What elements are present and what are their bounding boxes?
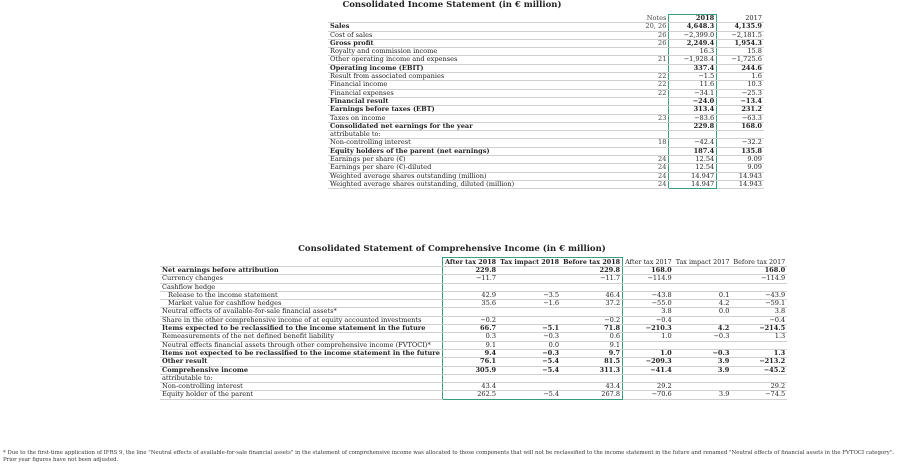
header-before-tax-2017: Before tax 2017 (733, 257, 786, 266)
value-2018: 4,648.3 (669, 23, 717, 31)
row-label: Weighted average shares outstanding, diluted (million) (328, 180, 592, 188)
tax-impact-2018-value: −5.4 (498, 391, 561, 399)
value-2017: 10.3 (717, 81, 764, 89)
value-2018: 313.4 (669, 106, 717, 114)
row-notes: 26 (592, 31, 669, 39)
before-tax-2018-value: 43.4 (561, 383, 623, 391)
row-label: Share in the other comprehensive income of at equity accounted investments (160, 316, 442, 324)
before-tax-2018-value: 37.2 (561, 300, 623, 308)
tax-impact-2018-value: −0.3 (498, 349, 561, 357)
after-tax-2017-value: −114.9 (623, 275, 674, 283)
after-tax-2017-value: −43.8 (623, 291, 674, 299)
row-notes: 23 (592, 114, 669, 122)
row-label: attributable to: (328, 131, 592, 139)
row-label: Other result (160, 358, 442, 366)
tax-impact-2018-value (498, 308, 561, 316)
header-after-tax-2017: After tax 2017 (623, 258, 674, 267)
row-notes: 24 (592, 164, 669, 172)
before-tax-2017-value: −214.5 (731, 325, 787, 333)
value-2018: 16.3 (669, 48, 717, 56)
value-2017: 9.09 (717, 156, 764, 164)
comprehensive-row (160, 275, 787, 283)
value-2018: 14.947 (669, 180, 717, 188)
before-tax-2017-value: −0.4 (731, 316, 787, 324)
before-tax-2017-value: −43.9 (731, 291, 787, 299)
tax-impact-2018-value: −3.5 (498, 291, 561, 299)
tax-impact-2018-value: −5.1 (498, 325, 561, 333)
value-2018: −83.6 (669, 114, 717, 122)
tax-impact-2018-value (498, 275, 561, 283)
value-2017: −63.3 (717, 114, 764, 122)
after-tax-2017-value: −55.0 (623, 300, 674, 308)
comprehensive-row (160, 366, 787, 374)
tax-impact-2018-value (498, 267, 561, 275)
before-tax-2018-value: 9.1 (561, 341, 623, 349)
row-label: Weighted average shares outstanding (million) (328, 172, 592, 180)
row-label: Items not expected to be reclassified to the income statement in the future (160, 349, 442, 357)
after-tax-2018-value: 9.4 (442, 349, 498, 357)
row-notes: 24 (592, 172, 669, 180)
header-after-tax-2018: After tax 2018 (442, 258, 498, 267)
comprehensive-row (160, 358, 787, 366)
row-label: Operating income (EBIT) (328, 64, 592, 72)
row-label: Currency changes (160, 275, 442, 283)
after-tax-2018-value: 35.6 (442, 300, 498, 308)
tax-impact-2017-value: 4.2 (674, 325, 732, 333)
value-2017: −13.4 (717, 97, 764, 105)
after-tax-2017-value: −210.3 (623, 325, 674, 333)
tax-impact-2018-value: −5.4 (498, 366, 561, 374)
value-2017: −2,181.5 (717, 31, 764, 39)
row-label: Remeasurements of the net defined benefit liability (160, 333, 442, 341)
after-tax-2018-value: 0.3 (442, 333, 498, 341)
row-label: Equity holders of the parent (net earnings) (328, 147, 592, 155)
income-row (328, 73, 764, 81)
tax-impact-2018-value: 0.0 (498, 341, 561, 349)
tax-impact-2018-value (498, 374, 561, 382)
row-notes (592, 122, 669, 130)
row-label: Sales (328, 23, 592, 31)
income-row (328, 23, 764, 31)
header-tax-impact-2017: Tax impact 2017 (675, 257, 730, 266)
header-tax-impact-2018: Tax impact 2018 (500, 258, 560, 266)
row-label: Cost of sales (328, 31, 592, 39)
tax-impact-2017-value (674, 275, 732, 283)
before-tax-2017-value: 168.0 (731, 267, 787, 275)
after-tax-2018-value: 305.9 (442, 366, 498, 374)
row-label: Consolidated net earnings for the year (328, 122, 592, 130)
value-2018: −24.0 (669, 97, 717, 105)
after-tax-2017-value: −209.3 (623, 358, 674, 366)
after-tax-2018-value: 229.8 (442, 267, 498, 275)
value-2017: −25.3 (717, 89, 764, 97)
value-2018: −42.4 (669, 139, 717, 147)
tax-impact-2017-value: 3.9 (674, 366, 732, 374)
row-label: Result from associated companies (328, 73, 592, 81)
after-tax-2017-value: 1.0 (623, 333, 674, 341)
after-tax-2017-value: −70.6 (623, 391, 674, 399)
income-row (328, 106, 764, 114)
before-tax-2017-value: −45.2 (731, 366, 787, 374)
row-notes: 22 (592, 81, 669, 89)
before-tax-2017-value: −59.1 (731, 300, 787, 308)
row-notes: 20, 26 (592, 23, 669, 31)
after-tax-2017-value: 29.2 (623, 383, 674, 391)
before-tax-2018-value: −0.2 (561, 316, 623, 324)
after-tax-2017-value: 3.8 (623, 308, 674, 316)
comprehensive-income-title: Consolidated Statement of Comprehensive Income (in € million) (298, 244, 606, 254)
row-notes: 24 (592, 156, 669, 164)
row-label: Equity holder of the parent (160, 391, 442, 399)
value-2017: 1.6 (717, 73, 764, 81)
comprehensive-row (160, 333, 787, 341)
row-label: Other operating income and expenses (328, 56, 592, 64)
tax-impact-2017-value: 0.1 (674, 291, 732, 299)
before-tax-2018-value: 9.7 (561, 349, 623, 357)
value-2018: −1.5 (669, 73, 717, 81)
before-tax-2018-value: 46.4 (561, 291, 623, 299)
value-2017: 14.943 (717, 180, 764, 188)
row-label: Comprehensive income (160, 366, 442, 374)
tax-impact-2017-value: 3.9 (674, 391, 732, 399)
row-label: Release to the income statement (160, 291, 442, 299)
comprehensive-row (160, 391, 787, 399)
after-tax-2018-value: 9.1 (442, 341, 498, 349)
year-2018-header: 2018 (669, 15, 717, 23)
income-statement-table (328, 14, 764, 189)
row-label: Financial result (328, 97, 592, 105)
row-label: Non-controlling interest (160, 383, 442, 391)
tax-impact-2018-value: −5.4 (498, 358, 561, 366)
row-notes: 21 (592, 56, 669, 64)
after-tax-2018-value: 76.1 (442, 358, 498, 366)
notes-header: Notes (592, 15, 669, 23)
row-label: Market value for cashflow hedges (160, 300, 442, 308)
value-2017: 9.09 (717, 164, 764, 172)
after-tax-2017-value: −0.4 (623, 316, 674, 324)
after-tax-2018-value: 43.4 (442, 383, 498, 391)
value-2018: 12.54 (669, 164, 717, 172)
before-tax-2018-value: 81.5 (561, 358, 623, 366)
tax-impact-2018-value: −1.6 (498, 300, 561, 308)
value-2018: 2,249.4 (669, 39, 717, 47)
before-tax-2017-value: 1.3 (731, 349, 787, 357)
value-2017: −1,725.6 (717, 56, 764, 64)
before-tax-2017-value: 3.8 (731, 308, 787, 316)
before-tax-2017-value: −213.2 (731, 358, 787, 366)
tax-impact-2017-value: 3.9 (674, 358, 732, 366)
row-notes (592, 106, 669, 114)
before-tax-2018-value: −11.7 (561, 275, 623, 283)
value-2017: 1,954.3 (717, 39, 764, 47)
row-label: Financial income (328, 81, 592, 89)
before-tax-2017-value: 29.2 (731, 383, 787, 391)
value-2017: 168.0 (717, 122, 764, 130)
value-2018: 11.6 (669, 81, 717, 89)
row-label: Earnings per share (€)-diluted (328, 164, 592, 172)
value-2018: 12.54 (669, 156, 717, 164)
comprehensive-income-table (160, 257, 787, 400)
income-row (328, 81, 764, 89)
row-label: Neutral effects financial assets through other comprehensive income (FVTOCI)* (160, 341, 442, 349)
footnote: * Due to the first-time application of IFRS 9, the line "Neutral effects of available-for-sale financial assets" in the statement of comprehensive income was allocated to those components that will not be reclassified to the income statement in the future and renamed "Neutral effects of financial assets in the FVTOCI category". Prior year figures have not been adjusted. (3, 450, 894, 463)
row-label: Earnings before taxes (EBT) (328, 106, 592, 114)
row-notes: 18 (592, 139, 669, 147)
row-notes: 26 (592, 39, 669, 47)
row-label: Net earnings before attribution (160, 267, 442, 275)
tax-impact-2017-value: −0.3 (674, 349, 732, 357)
income-row (328, 139, 764, 147)
value-2018: 229.8 (669, 122, 717, 130)
row-label: Cashflow hedge (160, 283, 442, 291)
income-row (328, 180, 764, 188)
after-tax-2018-value: −11.7 (442, 275, 498, 283)
value-2018: −34.1 (669, 89, 717, 97)
before-tax-2018-value: 229.8 (561, 267, 623, 275)
tax-impact-2018-value: −0.3 (498, 333, 561, 341)
after-tax-2018-value: 42.9 (442, 291, 498, 299)
after-tax-2018-value: −0.2 (442, 316, 498, 324)
after-tax-2017-value: −41.4 (623, 366, 674, 374)
row-label: Items expected to be reclassified to the income statement in the future (160, 325, 442, 333)
before-tax-2018-value: 71.8 (561, 325, 623, 333)
row-label: Taxes on income (328, 114, 592, 122)
value-2017: 244.6 (717, 64, 764, 72)
row-notes: 22 (592, 89, 669, 97)
row-label: Neutral effects of available-for-sale financial assets* (160, 308, 442, 316)
tax-impact-2017-value: −0.3 (674, 333, 732, 341)
row-label: attributable to: (160, 374, 442, 382)
comprehensive-row (160, 349, 787, 357)
row-label: Gross profit (328, 39, 592, 47)
tax-impact-2017-value (674, 374, 732, 382)
row-label: Earnings per share (€) (328, 156, 592, 164)
after-tax-2018-value: 262.5 (442, 391, 498, 399)
row-label: Financial expenses (328, 89, 592, 97)
comprehensive-row (160, 267, 787, 275)
row-notes: 24 (592, 180, 669, 188)
before-tax-2017-value: 1.3 (731, 333, 787, 341)
row-label: Non-controlling interest (328, 139, 592, 147)
comprehensive-row (160, 383, 787, 391)
before-tax-2018-value: 311.3 (561, 366, 623, 374)
income-row (328, 122, 764, 130)
before-tax-2017-value: −74.5 (731, 391, 787, 399)
value-2017: 231.2 (717, 106, 764, 114)
value-2018: −2,399.0 (669, 31, 717, 39)
year-2017-header: 2017 (717, 15, 764, 23)
row-notes: 22 (592, 73, 669, 81)
value-2017: 15.8 (717, 48, 764, 56)
income-statement-title: Consolidated Income Statement (in € million) (342, 0, 562, 10)
value-2018: −1,928.4 (669, 56, 717, 64)
after-tax-2017-value: 168.0 (623, 267, 674, 275)
tax-impact-2017-value (674, 267, 732, 275)
comprehensive-row (160, 374, 787, 382)
row-notes (592, 97, 669, 105)
value-2018: 187.4 (669, 147, 717, 155)
value-2018: 14.947 (669, 172, 717, 180)
value-2018: 337.4 (669, 64, 717, 72)
tax-impact-2017-value: 4.2 (674, 300, 732, 308)
tax-impact-2017-value: 0.0 (674, 308, 732, 316)
value-2017: 4,135.9 (717, 23, 764, 31)
income-row (328, 164, 764, 172)
value-2017: 135.8 (717, 147, 764, 155)
header-before-tax-2018: Before tax 2018 (561, 258, 623, 267)
before-tax-2018-value: 267.8 (561, 391, 623, 399)
after-tax-2017-value: 1.0 (623, 349, 674, 357)
value-2017: −32.2 (717, 139, 764, 147)
before-tax-2018-value: 0.6 (561, 333, 623, 341)
after-tax-2018-value: 66.7 (442, 325, 498, 333)
before-tax-2017-value: −114.9 (731, 275, 787, 283)
value-2017: 14.943 (717, 172, 764, 180)
row-label: Royalty and commission income (328, 48, 592, 56)
